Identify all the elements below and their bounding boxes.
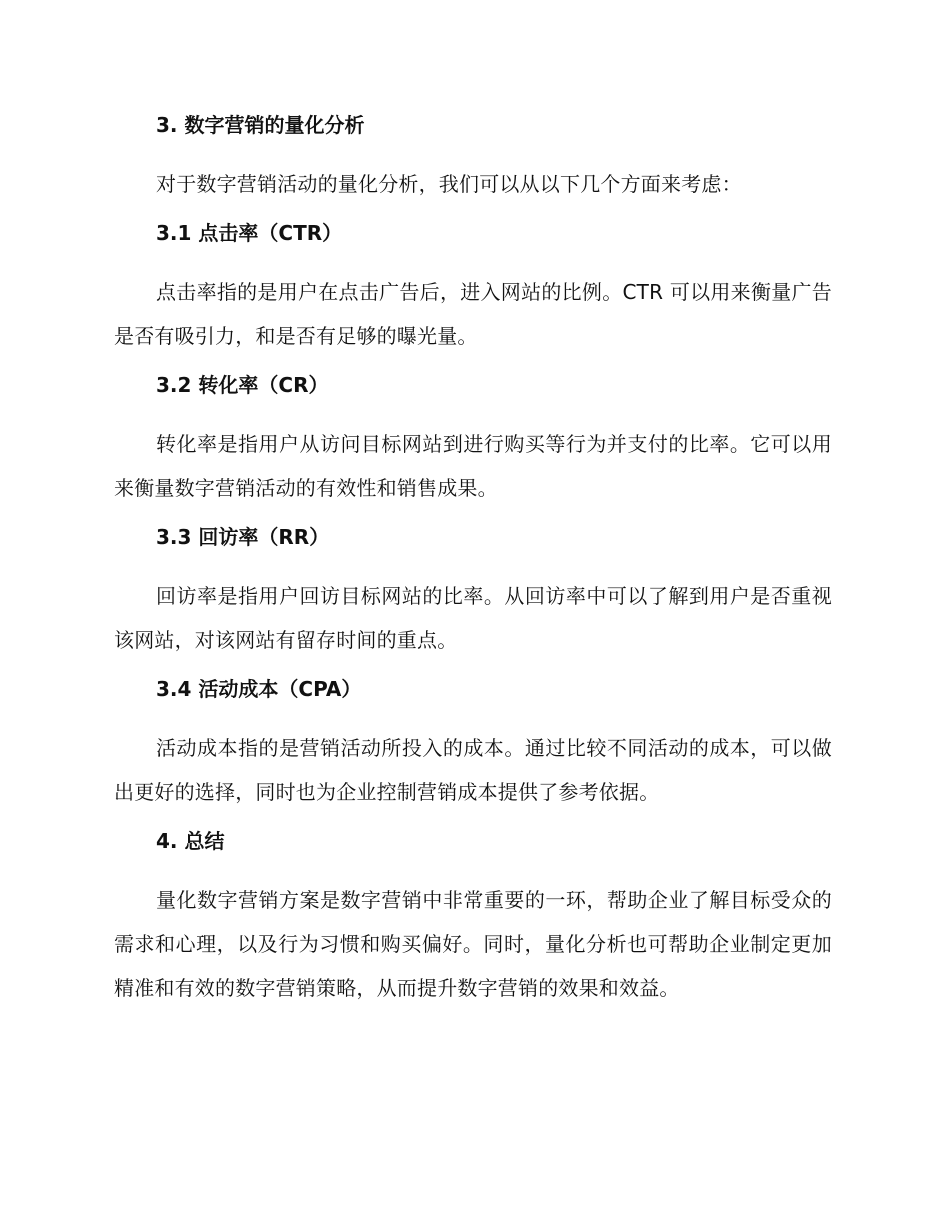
paragraph-rr: 回访率是指用户回访目标网站的比率。从回访率中可以了解到用户是否重视该网站，对该网站有留存时间的重点。 xyxy=(114,584,832,652)
section-heading-3-4: 3.4 活动成本（CPA） xyxy=(156,677,362,701)
paragraph-summary: 量化数字营销方案是数字营销中非常重要的一环，帮助企业了解目标受众的需求和心理，以及行为习惯和购买偏好。同时，量化分析也可帮助企业制定更加精准和有效的数字营销策略，从而提升数字营销的效果和效益。 xyxy=(114,888,832,1000)
section-heading-3-3: 3.3 回访率（RR） xyxy=(156,525,330,549)
paragraph-intro: 对于数字营销活动的量化分析，我们可以从以下几个方面来考虑： xyxy=(156,172,742,196)
section-heading-3-1: 3.1 点击率（CTR） xyxy=(156,221,343,245)
paragraph-cpa: 活动成本指的是营销活动所投入的成本。通过比较不同活动的成本，可以做出更好的选择，同时也为企业控制营销成本提供了参考依据。 xyxy=(114,736,832,804)
section-heading-4: 4. 总结 xyxy=(156,829,225,853)
paragraph-ctr: 点击率指的是用户在点击广告后，进入网站的比例。CTR 可以用来衡量广告是否有吸引力，和是否有足够的曝光量。 xyxy=(114,280,832,348)
paragraph-cr: 转化率是指用户从访问目标网站到进行购买等行为并支付的比率。它可以用来衡量数字营销活动的有效性和销售成果。 xyxy=(114,432,832,500)
section-heading-3: 3. 数字营销的量化分析 xyxy=(156,113,365,137)
section-heading-3-2: 3.2 转化率（CR） xyxy=(156,373,329,397)
